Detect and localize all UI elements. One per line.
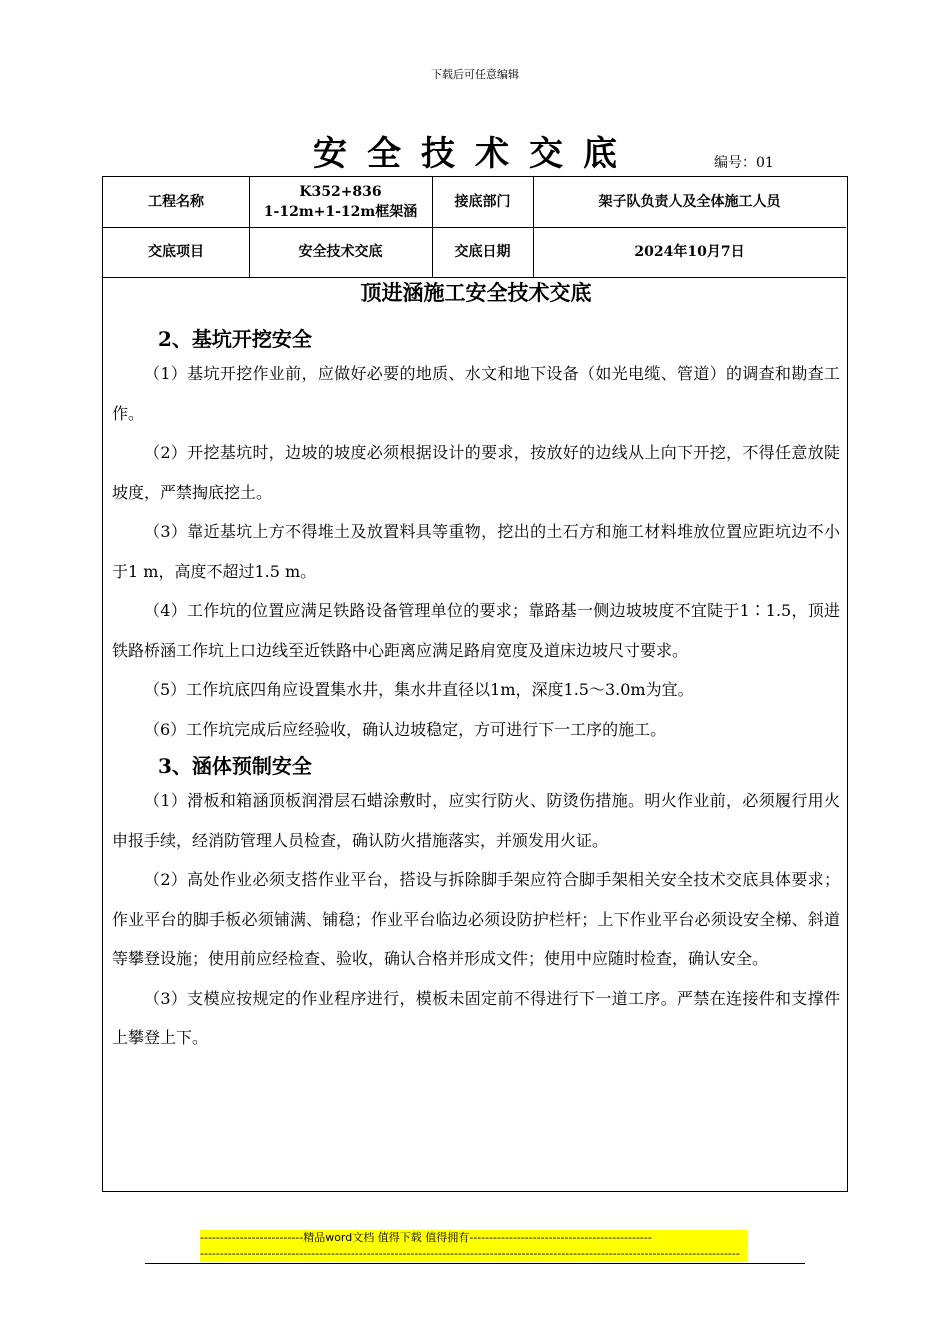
- section-paragraph: （3）支模应按规定的作业程序进行，模板未固定前不得进行下一道工序。严禁在连接件和支撑件上攀登上下。: [112, 988, 840, 1047]
- section-paragraph: （2）开挖基坑时，边坡的坡度必须根据设计的要求，按放好的边线从上向下开挖，不得任意放陡坡度，严禁掏底挖土。: [112, 443, 840, 502]
- section-paragraph: （3）靠近基坑上方不得堆土及放置料具等重物，挖出的土石方和施工材料堆放位置应距坑边不小于1 m，高度不超过1.5 m。: [112, 522, 840, 581]
- handover-date-value: 2024年10月7日: [634, 244, 745, 260]
- project-code: K352+836: [299, 184, 382, 200]
- document-title: 安全技术交底: [313, 134, 637, 174]
- content-body: [112, 278, 840, 1058]
- footer-line-2: ----------------------------------------------------------------------------------------------------------------------------------------: [200, 1247, 740, 1260]
- handover-item-label: 交底项目: [148, 244, 204, 260]
- footer-banner: [200, 1230, 748, 1262]
- section-paragraph: （5）工作坑底四角应设置集水井，集水井直径以1m，深度1.5～3.0m为宜。: [144, 680, 694, 699]
- top-note: 下载后可任意编辑: [431, 68, 519, 81]
- section-heading: 3、涵体预制安全: [158, 754, 312, 778]
- project-name-value: [249, 177, 432, 227]
- section-paragraph: （1）滑板和箱涵顶板润滑层石蜡涂敷时，应实行防火、防烫伤措施。明火作业前，必须履行用火申报手续，经消防管理人员检查，确认防火措施落实，并颁发用火证。: [112, 791, 840, 850]
- document-number: 编号：01: [714, 155, 774, 171]
- section-paragraph: （1）基坑开挖作业前，应做好必要的地质、水文和地下设备（如光电缆、管道）的调查和勘查工作。: [112, 364, 840, 423]
- content-title: 顶进涵施工安全技术交底: [360, 280, 592, 305]
- handover-date-label: 交底日期: [454, 244, 511, 260]
- project-structure: 1-12m+1-12m框架涵: [263, 204, 418, 220]
- project-name-label: 工程名称: [148, 194, 204, 210]
- footer-line-1: --------------------------精品word文档 值得下载 值得拥有----------------------------------------------: [200, 1231, 652, 1244]
- receiving-dept-label: 接底部门: [454, 194, 511, 210]
- receiving-dept-value: 架子队负责人及全体施工人员: [598, 194, 781, 210]
- section-paragraph: （2）高处作业必须支搭作业平台，搭设与拆除脚手架应符合脚手架相关安全技术交底具体要求；作业平台的脚手板必须铺满、铺稳；作业平台临边必须设防护栏杆；上下作业平台必须设安全梯、斜道等攀登设施；使用前应经检查、验收，确认合格并形成文件；使用中应随时检查，确认安全。: [112, 870, 840, 968]
- section-paragraph: （4）工作坑的位置应满足铁路设备管理单位的要求；靠路基一侧边坡坡度不宜陡于1∶1.5，顶进铁路桥涵工作坑上口边线至近铁路中心距离应满足路肩宽度及道床边坡尺寸要求。: [112, 601, 840, 660]
- section-paragraph: （6）工作坑完成后应经验收，确认边坡稳定，方可进行下一工序的施工。: [144, 719, 667, 739]
- handover-item-value: 安全技术交底: [298, 244, 383, 260]
- footer-rule: [145, 1263, 805, 1264]
- section-heading: 2、基坑开挖安全: [158, 327, 312, 351]
